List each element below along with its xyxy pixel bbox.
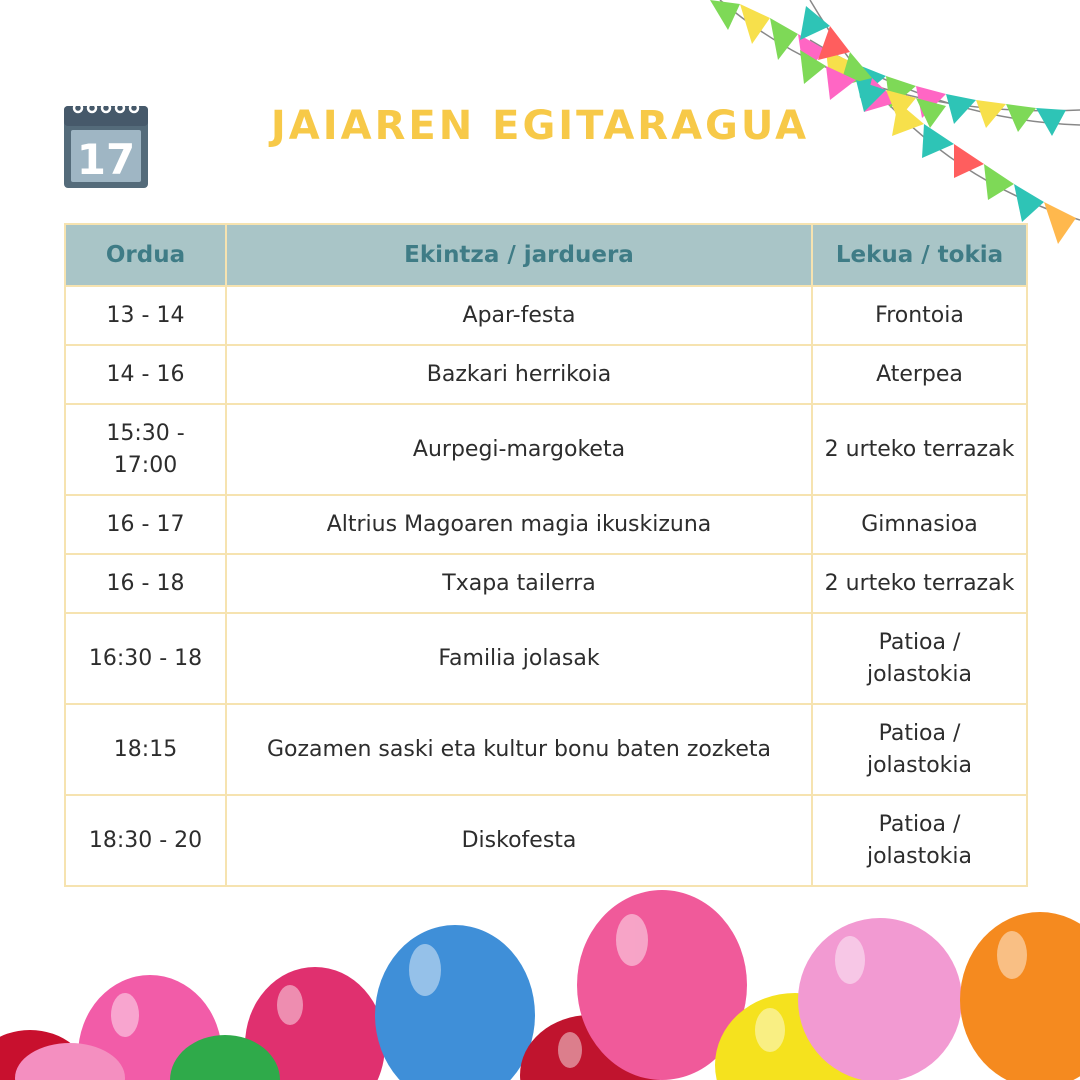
balloons-decoration [0,890,1080,1080]
schedule-table [64,223,1028,887]
time-cell: 14 - 16 [65,345,226,404]
activity-cell: Bazkari herrikoia [226,345,812,404]
place-cell: 2 urteko terrazak [812,404,1027,495]
time-cell: 16 - 17 [65,495,226,554]
header-activity: Ekintza / jarduera [226,224,812,286]
time-cell: 16 - 18 [65,554,226,613]
activity-cell: Txapa tailerra [226,554,812,613]
activity-cell: Altrius Magoaren magia ikuskizuna [226,495,812,554]
place-cell: Patioa / jolastokia [812,795,1027,886]
activity-cell: Gozamen saski eta kultur bonu baten zozketa [226,704,812,795]
place-cell: 2 urteko terrazak [812,554,1027,613]
table-row [65,613,1027,704]
page-title: JAIAREN EGITARAGUA [270,103,810,149]
place-cell: Patioa / jolastokia [812,704,1027,795]
table-row [65,795,1027,886]
table-row [65,286,1027,345]
table-row [65,345,1027,404]
header-place: Lekua / tokia [812,224,1027,286]
table-row [65,554,1027,613]
table-row [65,404,1027,495]
time-cell: 18:15 [65,704,226,795]
table-row [65,495,1027,554]
table-header-row [65,224,1027,286]
place-cell: Patioa / jolastokia [812,613,1027,704]
time-cell: 16:30 - 18 [65,613,226,704]
calendar-icon [64,100,148,188]
activity-cell: Apar-festa [226,286,812,345]
header-time: Ordua [65,224,226,286]
place-cell: Aterpea [812,345,1027,404]
place-cell: Gimnasioa [812,495,1027,554]
calendar-day: 17 [76,135,136,184]
activity-cell: Aurpegi-margoketa [226,404,812,495]
bunting-decoration [700,0,1080,260]
table-row [65,704,1027,795]
activity-cell: Familia jolasak [226,613,812,704]
time-cell: 13 - 14 [65,286,226,345]
activity-cell: Diskofesta [226,795,812,886]
place-cell: Frontoia [812,286,1027,345]
time-cell: 18:30 - 20 [65,795,226,886]
time-cell: 15:30 - 17:00 [65,404,226,495]
